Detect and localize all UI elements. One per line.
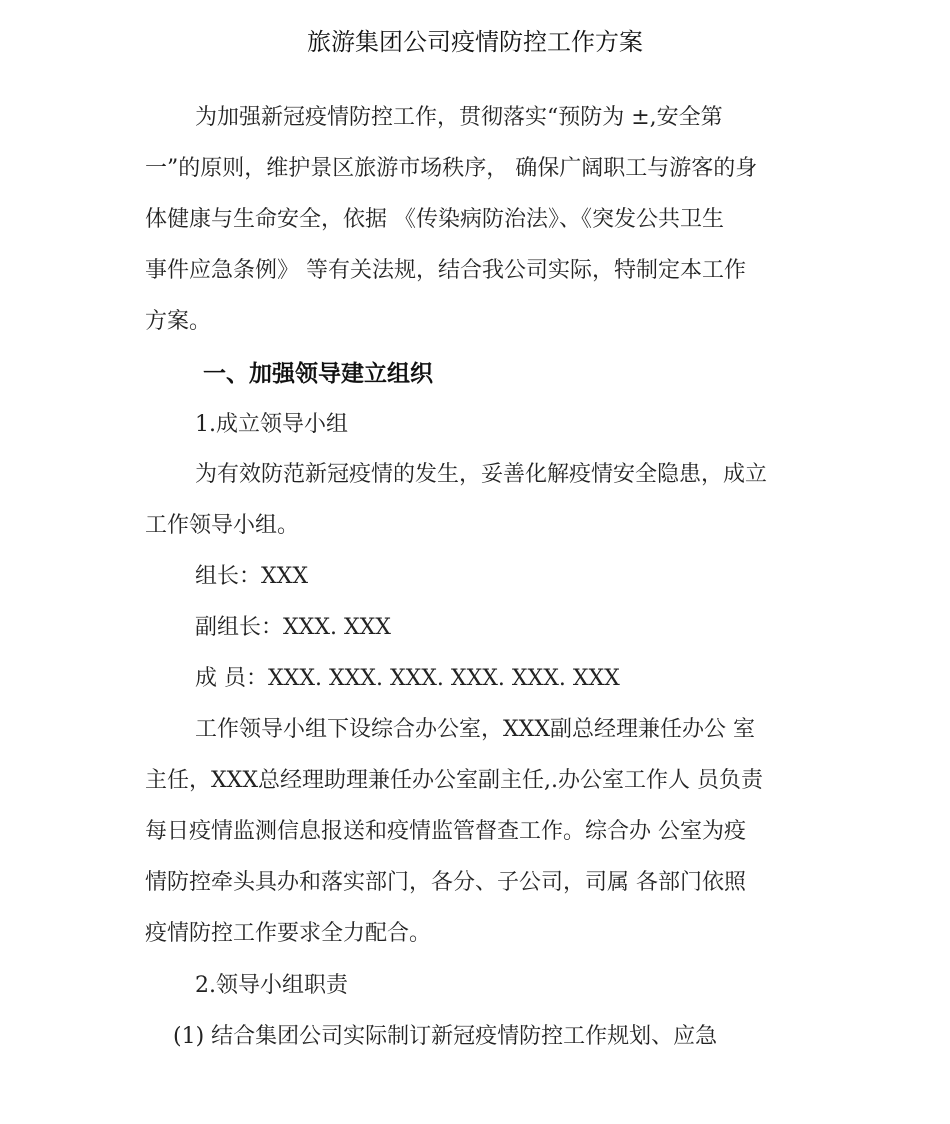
- paragraph-line: 体健康与生命安全，依据 《传染病防治法》、《突发公共卫生: [145, 207, 724, 232]
- paragraph-line: 方案。: [145, 309, 212, 334]
- member-line: 副组长：XXX. XXX: [195, 615, 391, 640]
- document-title: 旅游集团公司疫情防控工作方案: [307, 28, 643, 56]
- member-line: 成 员：XXX. XXX. XXX. XXX. XXX. XXX: [195, 666, 620, 691]
- paragraph-line: 事件应急条例》 等有关法规，结合我公司实际，特制定本工作: [145, 258, 746, 283]
- paragraph-line: 为有效防范新冠疫情的发生，妥善化解疫情安全隐患，成立: [195, 462, 768, 487]
- subsection-heading: 1.成立领导小组: [195, 412, 348, 437]
- paragraph-line: 每日疫情监测信息报送和疫情监管督查工作。综合办 公室为疫: [145, 819, 746, 844]
- paragraph-line: 工作领导小组下设综合办公室，XXX副总经理兼任办公 室: [195, 717, 755, 742]
- section-heading: 一、加强领导建立组织: [203, 361, 433, 387]
- paragraph-line: 为加强新冠疫情防控工作，贯彻落实“预防为 ±,安全第: [195, 105, 723, 130]
- paragraph-line: 主任，XXX总经理助理兼任办公室副主任,.办公室工作人 员负责: [145, 768, 763, 793]
- paragraph-line: 疫情防控工作要求全力配合。: [145, 921, 432, 946]
- paragraph-line: 工作领导小组。: [145, 513, 300, 538]
- paragraph-line: 情防控牵头具办和落实部门，各分、子公司，司属 各部门依照: [145, 870, 746, 895]
- member-line: 组长：XXX: [195, 564, 308, 589]
- list-item: (1) 结合集团公司实际制订新冠疫情防控工作规划、应急: [173, 1024, 718, 1049]
- subsection-heading: 2.领导小组职责: [195, 973, 348, 998]
- paragraph-line: 一”的原则，维护景区旅游市场秩序， 确保广阔职工与游客的身: [145, 156, 758, 181]
